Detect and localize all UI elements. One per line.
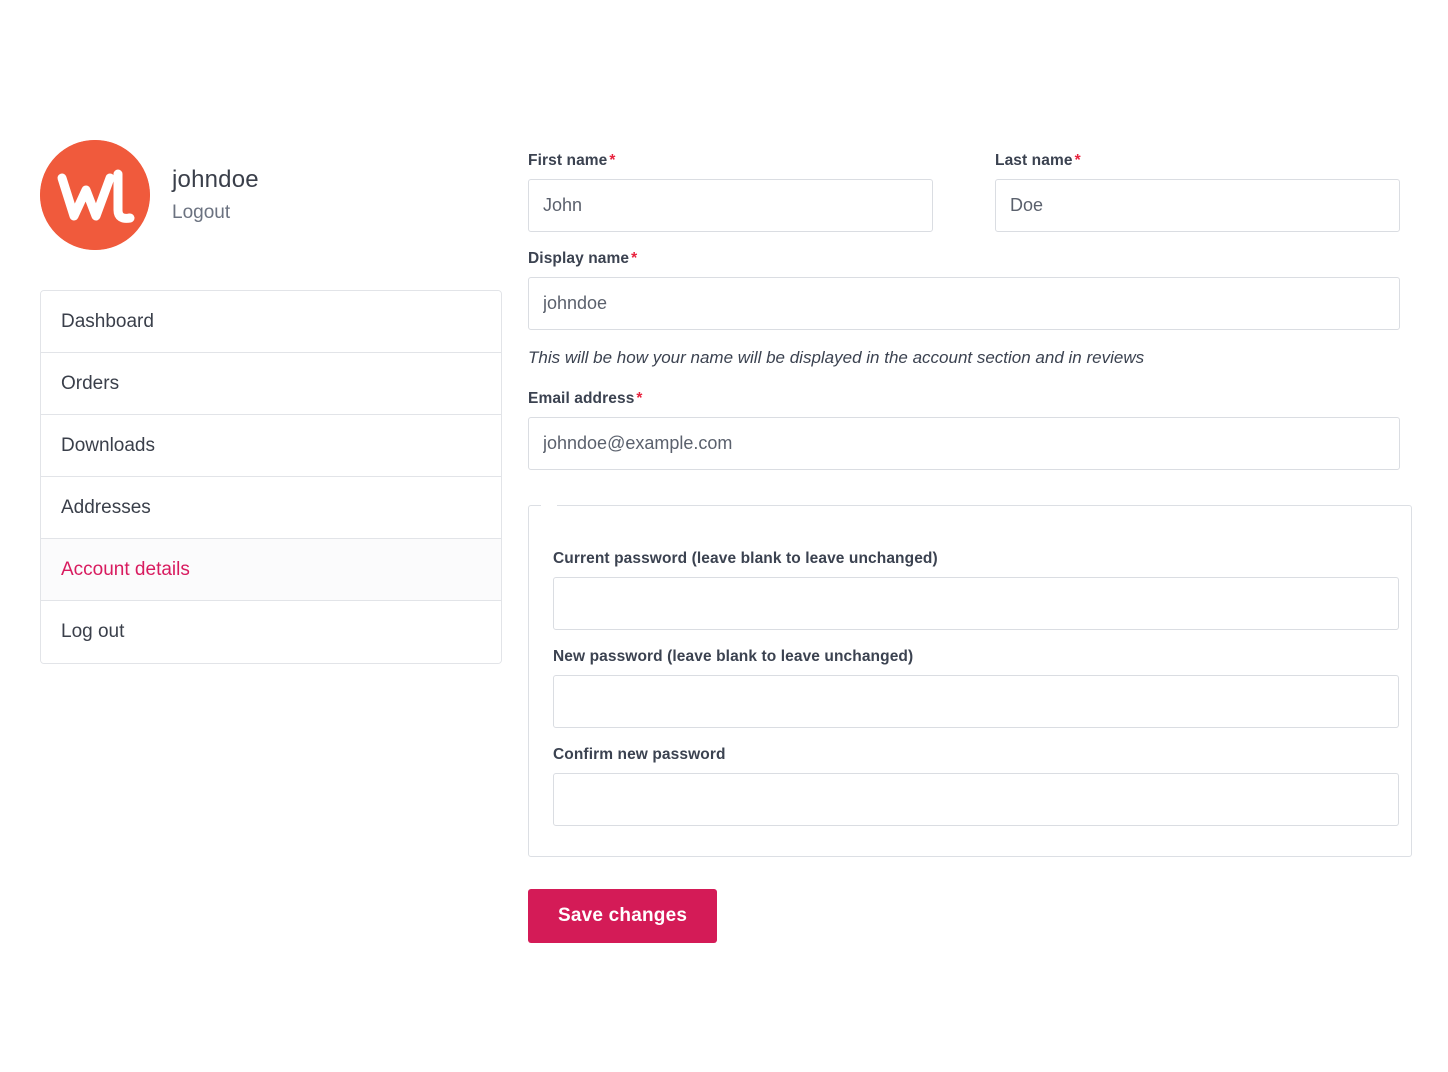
account-nav bbox=[40, 290, 502, 664]
save-changes-button[interactable]: Save changes bbox=[528, 889, 717, 943]
required-marker: * bbox=[1074, 152, 1081, 169]
sidebar-item-label: Orders bbox=[61, 372, 120, 394]
new-password-field bbox=[541, 648, 1399, 728]
name-row bbox=[528, 152, 1400, 250]
last-name-label bbox=[995, 152, 1400, 170]
first-name-input[interactable] bbox=[528, 179, 933, 232]
sidebar-item-label: Dashboard bbox=[61, 310, 154, 332]
first-name-label bbox=[528, 152, 933, 170]
user-block bbox=[40, 140, 502, 250]
sidebar-item-label: Addresses bbox=[61, 496, 151, 518]
last-name-input[interactable] bbox=[995, 179, 1400, 232]
sidebar-item-orders[interactable] bbox=[41, 353, 501, 415]
email-label bbox=[528, 390, 1400, 408]
logout-link[interactable]: Logout bbox=[172, 202, 231, 223]
last-name-field bbox=[995, 152, 1400, 232]
sidebar-item-addresses[interactable] bbox=[41, 477, 501, 539]
current-password-input[interactable] bbox=[553, 577, 1399, 630]
sidebar-item-label: Log out bbox=[61, 621, 125, 642]
user-meta bbox=[172, 166, 259, 224]
last-name-label-text: Last name bbox=[995, 152, 1073, 169]
email-field bbox=[528, 390, 1400, 470]
first-name-field bbox=[528, 152, 933, 232]
sidebar-item-account-details[interactable] bbox=[41, 539, 501, 601]
display-name-input[interactable] bbox=[528, 277, 1400, 330]
sidebar-item-downloads[interactable] bbox=[41, 415, 501, 477]
email-label-text: Email address bbox=[528, 390, 635, 407]
account-details-form bbox=[528, 152, 1400, 943]
sidebar-item-label: Downloads bbox=[61, 434, 155, 456]
password-section-legend bbox=[541, 496, 557, 514]
sidebar-item-log-out[interactable] bbox=[41, 601, 501, 663]
email-input[interactable] bbox=[528, 417, 1400, 470]
new-password-input[interactable] bbox=[553, 675, 1399, 728]
required-marker: * bbox=[631, 250, 638, 267]
display-name-label bbox=[528, 250, 1400, 268]
new-password-label: New password (leave blank to leave unchanged) bbox=[553, 648, 914, 665]
display-name-label-text: Display name bbox=[528, 250, 630, 267]
required-marker: * bbox=[609, 152, 616, 169]
sidebar-item-dashboard[interactable] bbox=[41, 291, 501, 353]
sidebar-item-label: Account details bbox=[61, 558, 190, 580]
password-change-section bbox=[528, 496, 1412, 857]
first-name-label-text: First name bbox=[528, 152, 608, 169]
current-password-field bbox=[541, 550, 1399, 630]
display-name-hint: This will be how your name will be displayed in the account section and in reviews bbox=[528, 348, 1145, 367]
confirm-password-input[interactable] bbox=[553, 773, 1399, 826]
current-password-label: Current password (leave blank to leave unchanged) bbox=[553, 550, 938, 567]
display-name-field bbox=[528, 250, 1400, 330]
wl-monogram-avatar-icon bbox=[40, 140, 150, 250]
required-marker: * bbox=[636, 390, 643, 407]
user-name: johndoe bbox=[172, 166, 259, 193]
confirm-password-field bbox=[541, 746, 1399, 826]
confirm-password-label: Confirm new password bbox=[553, 746, 726, 763]
account-sidebar bbox=[40, 140, 502, 664]
